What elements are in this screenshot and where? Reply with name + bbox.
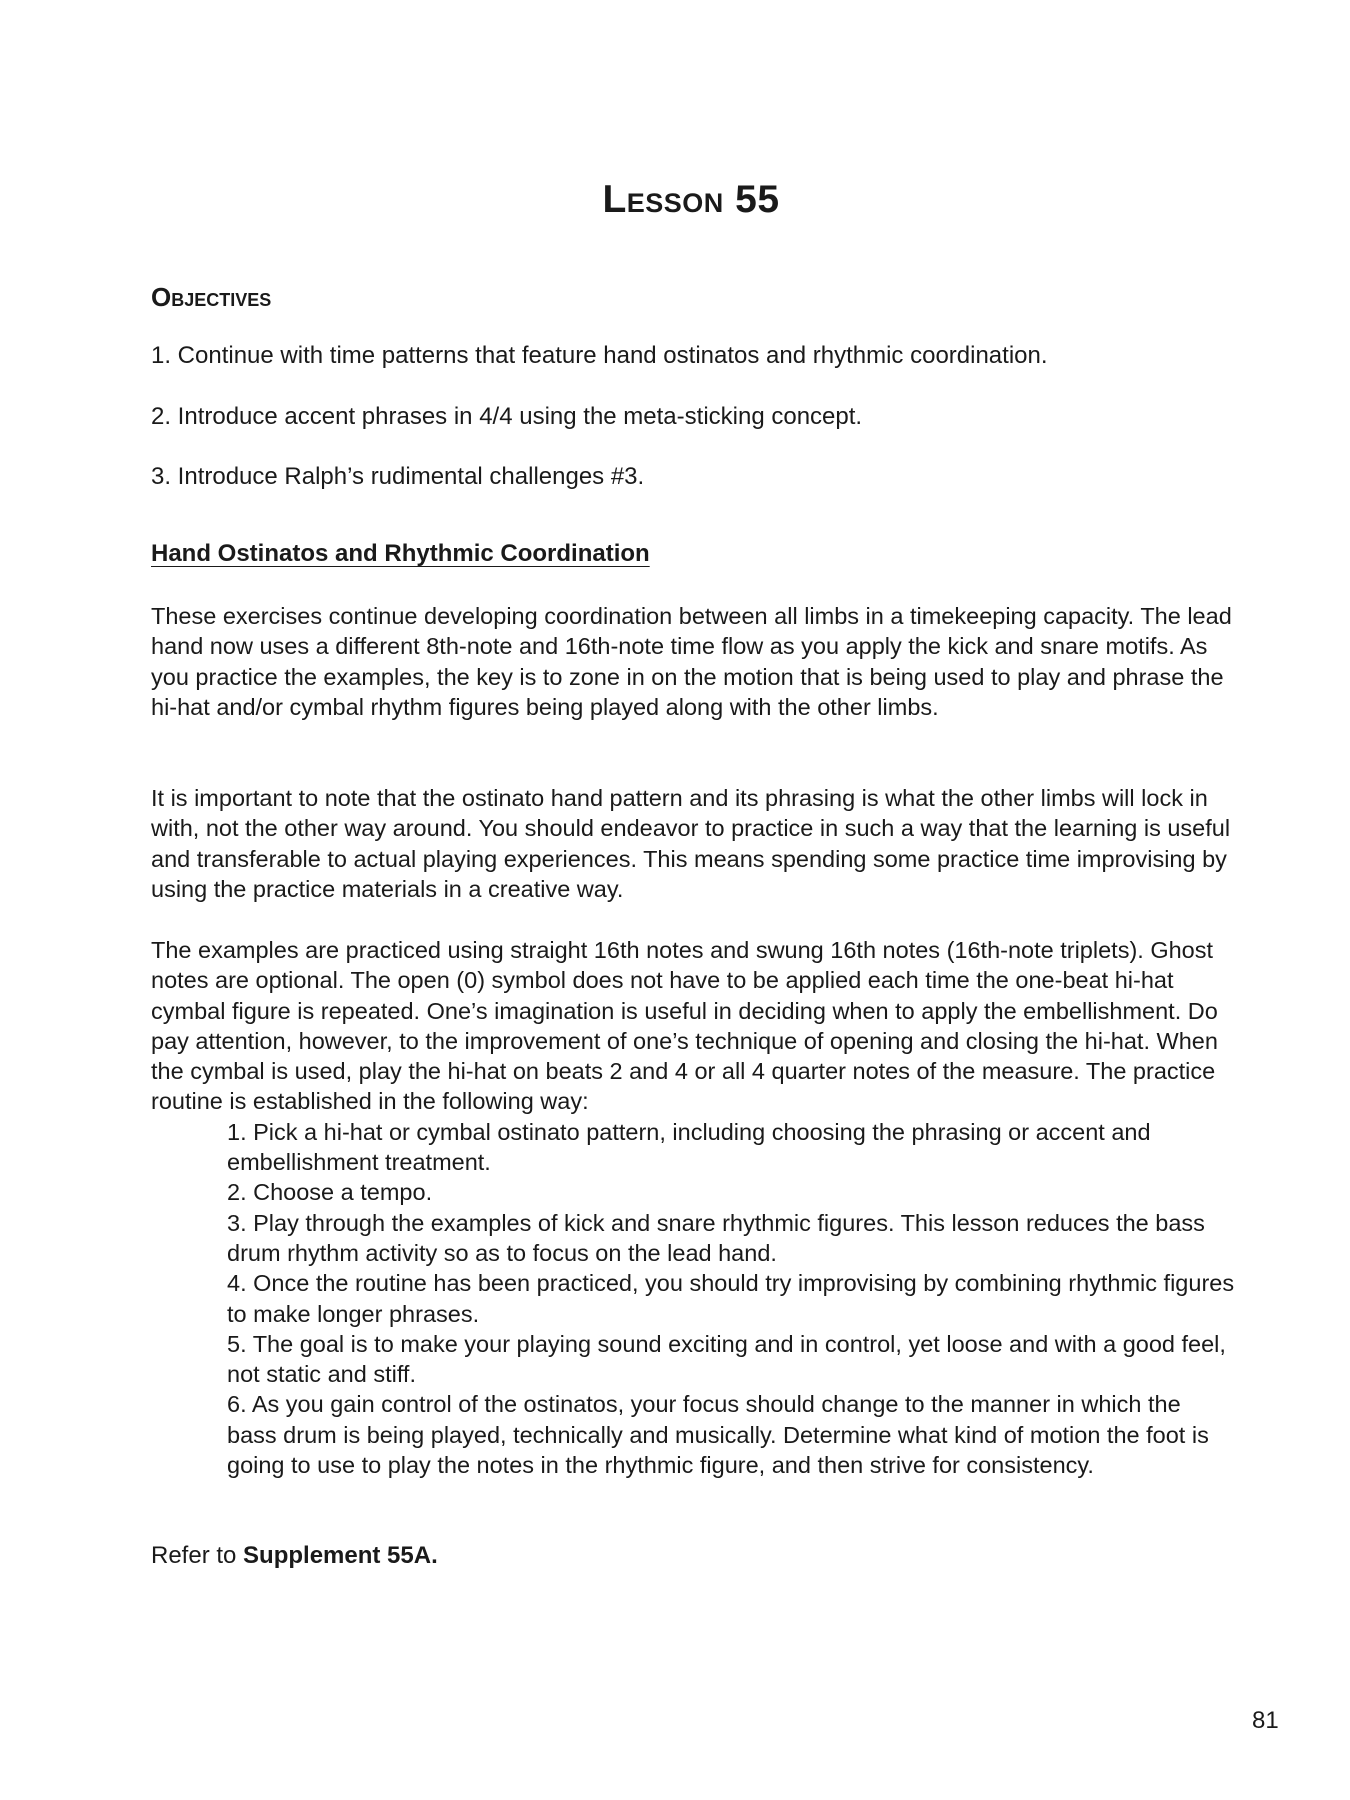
body-paragraph: It is important to note that the ostinato hand pattern and its phrasing is what the other limbs will lock in with, not the other way around. You should endeavor to practice in such a way that the learning is useful and transferable to actual playing experiences. This means spending some practice time improvising by using the practice materials in a creative way. xyxy=(151,785,1231,902)
practice-step: 6. As you gain control of the ostinatos, your focus should change to the manner in which the bass drum is being played, technically and musically. Determine what kind of motion the foot is going to use to play the notes in the rhythmic figure, and then strive for consistency. xyxy=(227,1391,1209,1479)
practice-steps-list xyxy=(151,1117,1236,1481)
practice-step: 3. Play through the examples of kick and snare rhythmic figures. This lesson reduces the bass drum rhythm activity so as to focus on the lead hand. xyxy=(227,1209,1205,1266)
objective-item: 2. Introduce accent phrases in 4/4 using the meta-sticking concept. xyxy=(151,403,863,430)
supplement-reference xyxy=(151,1542,438,1570)
objectives-heading: Objectives xyxy=(151,282,272,312)
practice-step: 5. The goal is to make your playing sound exciting and in control, yet loose and with a good feel, not static and stiff. xyxy=(227,1330,1226,1388)
page-number: 81 xyxy=(1252,1707,1279,1734)
practice-step: 2. Choose a tempo. xyxy=(227,1179,433,1206)
practice-routine-block xyxy=(151,935,1236,1480)
objective-item: 1. Continue with time patterns that feature hand ostinatos and rhythmic coordination. xyxy=(151,342,1048,369)
body-paragraph: The examples are practiced using straight 16th notes and swung 16th notes (16th-note triplets). Ghost notes are optional. The open (0) symbol does not have to be applied each time the one-beat hi-hat cymbal figure is repeated. One’s imagination is useful in deciding when to apply the embellishment. Do pay attention, however, to the improvement of one’s technique of opening and closing the hi-hat. When the cymbal is used, play the hi-hat on beats 2 and 4 or all 4 quarter notes of the measure. The practice routine is established in the following way: xyxy=(151,937,1218,1115)
practice-step: 4. Once the routine has been practiced, you should try improvising by combining rhythmic figures to make longer phrases. xyxy=(227,1270,1235,1327)
body-paragraph: These exercises continue developing coordination between all limbs in a timekeeping capacity. The lead hand now uses a different 8th-note and 16th-note time flow as you apply the kick and snare motifs. As you practice the examples, the key is to zone in on the motion that is being used to play and phrase the hi-hat and/or cymbal rhythm figures being played along with the other limbs. xyxy=(151,603,1232,720)
supplement-name: Supplement 55A. xyxy=(243,1542,438,1569)
refer-prefix: Refer to xyxy=(151,1542,244,1569)
section-heading: Hand Ostinatos and Rhythmic Coordination xyxy=(151,540,650,567)
lesson-title: Lesson 55 xyxy=(602,178,780,221)
practice-step: 1. Pick a hi-hat or cymbal ostinato pattern, including choosing the phrasing or accent and embellishment treatment. xyxy=(227,1118,1151,1176)
objective-item: 3. Introduce Ralph’s rudimental challenges #3. xyxy=(151,463,645,490)
